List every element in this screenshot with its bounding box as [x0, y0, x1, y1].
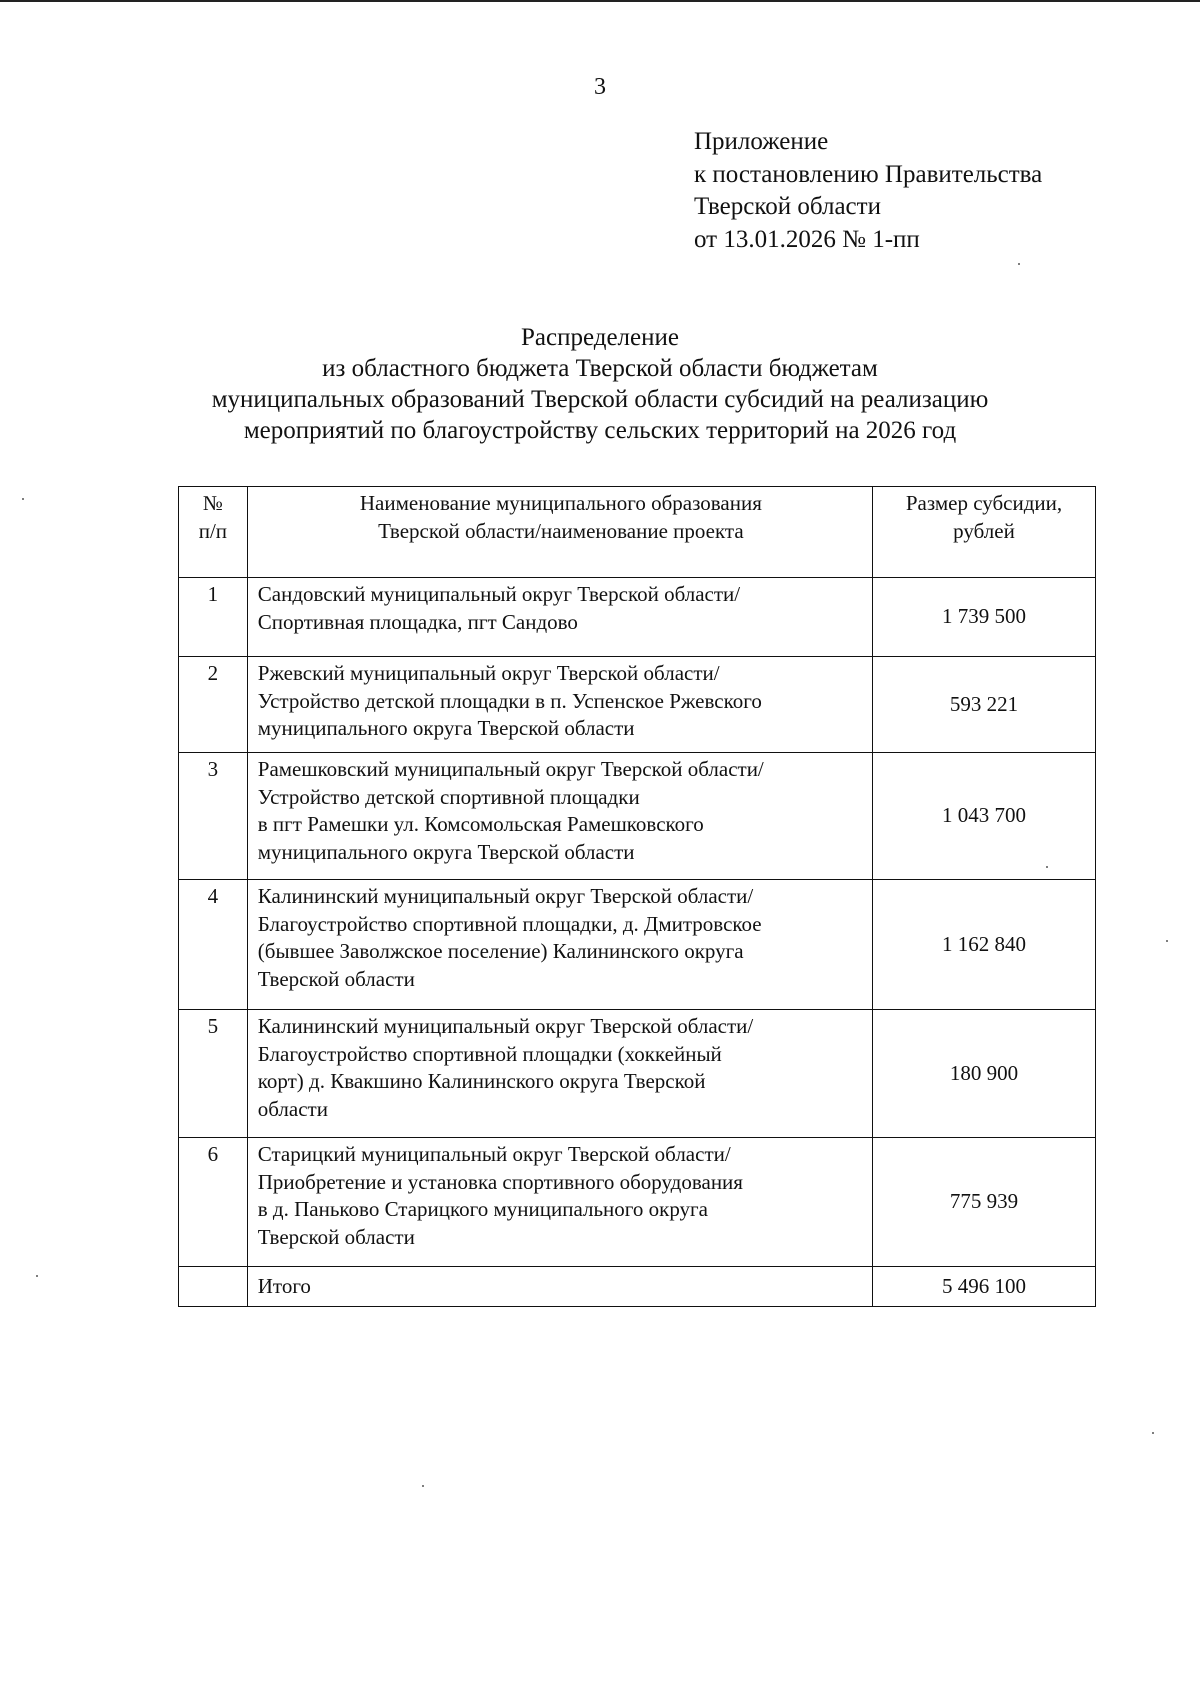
header-name-cell [247, 487, 872, 578]
header-num-cell [179, 487, 248, 578]
scan-speck [36, 1275, 38, 1277]
header-amount-line: рублей [953, 518, 1015, 543]
row-name-line: (бывшее Заволжское поселение) Калининского округа [257, 939, 744, 964]
header-num-line: п/п [198, 518, 228, 543]
row-name-line: Калининский муниципальный округ Тверской области/ [257, 884, 754, 908]
row-name-line: Сандовский муниципальный округ Тверской области/ [257, 582, 741, 606]
row-name-line: Старицкий муниципальный округ Тверской области/ [257, 1142, 731, 1166]
scan-speck [1046, 866, 1048, 868]
table-row [179, 578, 1096, 657]
header-num-line: № [202, 491, 223, 515]
row-name-line: Ржевский муниципальный округ Тверской области/ [257, 661, 720, 685]
title-line: из областного бюджета Тверской области бюджетам [322, 355, 878, 382]
row-amount: 1 739 500 [873, 578, 1096, 657]
header-name-line: Наименование муниципального образования [359, 491, 762, 515]
row-name-line: Благоустройство спортивной площадки (хоккейный [257, 1041, 722, 1066]
page-number: 3 [594, 74, 606, 100]
row-name [247, 880, 872, 1010]
appendix-line: от 13.01.2026 № 1-пп [694, 225, 920, 253]
scan-speck [1018, 263, 1020, 265]
scan-speck [422, 1485, 424, 1487]
row-name-line: Благоустройство спортивной площадки, д. Дмитровское [257, 911, 762, 936]
row-name-line: Устройство детской площадки в п. Успенское Ржевского [257, 688, 762, 713]
row-amount: 593 221 [873, 657, 1096, 753]
table-total-row [179, 1267, 1096, 1307]
appendix-line: Приложение [694, 128, 829, 155]
row-num: 4 [179, 880, 248, 1010]
row-name-line: Приобретение и установка спортивного оборудования [257, 1169, 743, 1194]
row-name-line: Устройство детской спортивной площадки [257, 784, 640, 809]
table-row [179, 753, 1096, 880]
row-amount: 180 900 [873, 1010, 1096, 1138]
scan-speck [22, 498, 24, 500]
row-amount: 775 939 [873, 1138, 1096, 1267]
subsidy-distribution-table [178, 486, 1096, 1307]
document-title [0, 322, 1200, 446]
title-line: мероприятий по благоустройству сельских территорий на 2026 год [243, 417, 957, 444]
row-name-line: в пгт Рамешки ул. Комсомольская Рамешковского [257, 812, 704, 837]
table-header-row [179, 487, 1096, 578]
header-amount-line: Размер субсидии, [905, 491, 1063, 515]
row-name-line: в д. Паньково Старицкого муниципального округа [257, 1197, 708, 1222]
row-name-line: корт) д. Квакшино Калининского округа Тверской [257, 1069, 706, 1094]
appendix-block [694, 126, 1042, 256]
row-num: 3 [179, 753, 248, 880]
header-name-line: Тверской области/наименование проекта [378, 518, 744, 543]
title-line: Распределение [521, 324, 679, 351]
row-amount: 1 162 840 [873, 880, 1096, 1010]
row-num: 2 [179, 657, 248, 753]
table-row [179, 1138, 1096, 1267]
row-name-line: Тверской области [257, 1224, 415, 1249]
row-name [247, 1138, 872, 1267]
row-name [247, 578, 872, 657]
scan-speck [1166, 940, 1168, 942]
total-num-cell [179, 1267, 248, 1307]
row-num: 1 [179, 578, 248, 657]
table-row [179, 880, 1096, 1010]
row-amount: 1 043 700 [873, 753, 1096, 880]
title-line: муниципальных образований Тверской области субсидий на реализацию [211, 386, 989, 413]
appendix-line: Тверской области [694, 193, 881, 220]
total-amount: 5 496 100 [873, 1267, 1096, 1307]
total-label: Итого [247, 1267, 872, 1307]
row-name [247, 657, 872, 753]
header-amount-cell [873, 487, 1096, 578]
row-name-line: муниципального округа Тверской области [257, 716, 635, 741]
page-top-edge [0, 0, 1200, 2]
row-name-line: Рамешковский муниципальный округ Тверской области/ [257, 757, 764, 781]
row-name-line: Спортивная площадка, пгт Сандово [257, 609, 578, 634]
row-name-line: муниципального округа Тверской области [257, 839, 635, 864]
row-name [247, 753, 872, 880]
row-name-line: Тверской области [257, 966, 415, 991]
row-name-line: Калининский муниципальный округ Тверской области/ [257, 1014, 754, 1038]
row-num: 6 [179, 1138, 248, 1267]
table-row [179, 657, 1096, 753]
scan-speck [1152, 1432, 1154, 1434]
row-num: 5 [179, 1010, 248, 1138]
appendix-line: к постановлению Правительства [694, 160, 1043, 188]
row-name [247, 1010, 872, 1138]
row-name-line: области [257, 1096, 328, 1121]
table-row [179, 1010, 1096, 1138]
